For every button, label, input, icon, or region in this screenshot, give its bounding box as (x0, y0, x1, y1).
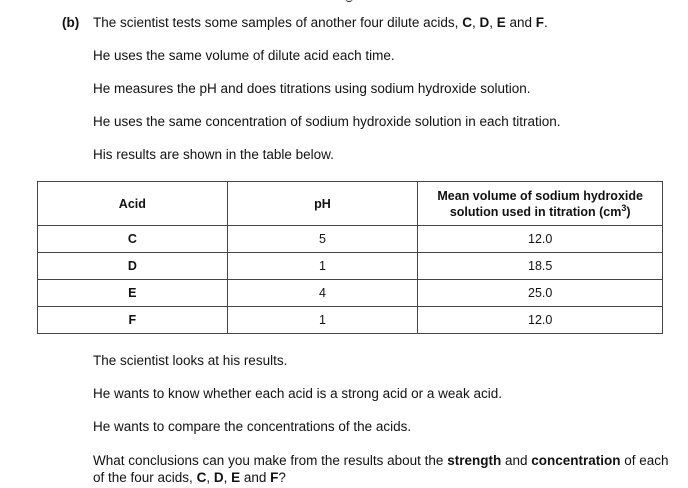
cell-volume: 18.5 (418, 253, 663, 280)
cell-ph: 4 (227, 280, 418, 307)
concentration-keyword: concentration (531, 453, 621, 468)
strong-weak-paragraph: He wants to know whether each acid is a strong acid or a weak acid. (93, 386, 502, 401)
concentration-paragraph: He uses the same concentration of sodium hydroxide solution in each titration. (93, 114, 561, 129)
header-ph: pH (227, 182, 418, 226)
intro-paragraph: The scientist tests some samples of another four dilute acids, C, D, E and F. (93, 15, 548, 30)
table-row (38, 226, 663, 253)
measure-paragraph: He measures the pH and does titrations using sodium hydroxide solution. (93, 81, 531, 96)
cell-ph: 1 (227, 307, 418, 334)
cell-acid: C (38, 226, 228, 253)
cell-volume: 12.0 (418, 226, 663, 253)
results-table (37, 181, 663, 334)
acid-e-label: E (496, 15, 506, 30)
looks-paragraph: The scientist looks at his results. (93, 353, 288, 368)
compare-paragraph: He wants to compare the concentrations of the acids. (93, 419, 412, 434)
table-row (38, 307, 663, 334)
results-paragraph: His results are shown in the table below. (93, 147, 334, 162)
acid-c-label: C (462, 15, 472, 30)
strength-keyword: strength (447, 453, 502, 468)
cell-volume: 12.0 (418, 307, 663, 334)
cell-ph: 1 (227, 253, 418, 280)
cell-ph: 5 (227, 226, 418, 253)
cell-acid: D (38, 253, 228, 280)
acid-f-label: F (535, 15, 545, 30)
table-header-row (38, 182, 663, 226)
header-volume: Mean volume of sodium hydroxide solution used in titration $(cm^3)$ (418, 182, 663, 226)
cell-volume: 25.0 (418, 280, 663, 307)
final-question: What conclusions can you make from the results about the strength and concentration of each of the four acids, C, D, E and F? (93, 453, 669, 485)
table-row (38, 280, 663, 307)
acid-d-label: D (479, 15, 490, 30)
cell-acid: E (38, 280, 228, 307)
page-mark (345, 0, 353, 2)
table-row (38, 253, 663, 280)
question-part-label: (b) (62, 15, 80, 30)
cell-acid: F (38, 307, 228, 334)
volume-paragraph: He uses the same volume of dilute acid each time. (93, 48, 395, 63)
header-acid: Acid (38, 182, 228, 226)
